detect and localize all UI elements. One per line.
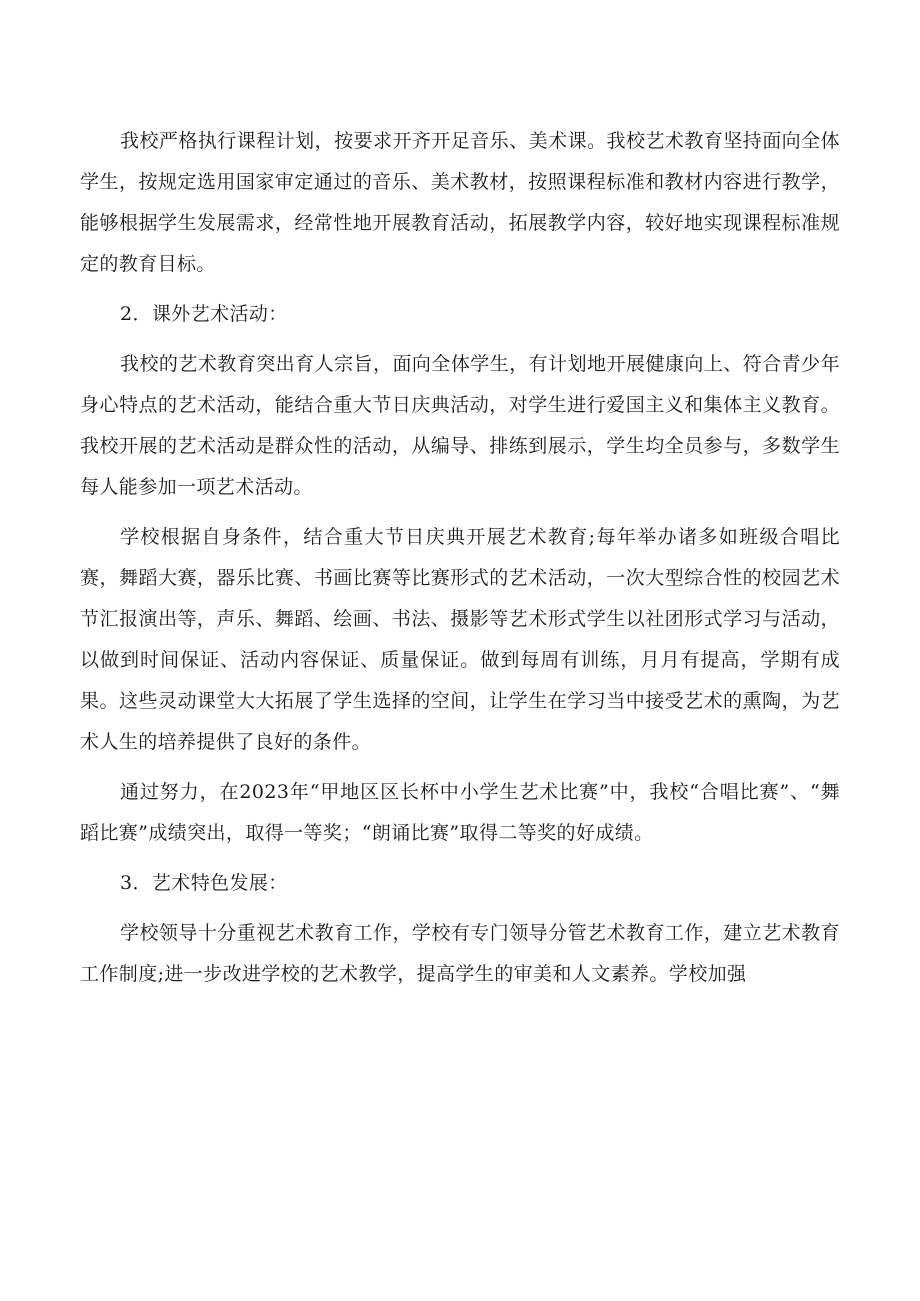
paragraph-gap (80, 904, 840, 913)
section-heading-extracurricular: 2．课外艺术活动： (120, 303, 288, 325)
section-heading-art-features: 3．艺术特色发展： (120, 872, 288, 894)
paragraph-extracurricular: 我校的艺术教育突出育人宗旨，面向全体学生，有计划地开展健康向上、符合青少年身心特点的艺术活动，能结合重大节日庆典活动，对学生进行爱国主义和集体主义教育。我校开展的艺术活动是群众性的活动，从编导、排练到展示，学生均全员参与，多数学生每人能参加一项艺术活动。 (80, 353, 840, 498)
paragraph-activities: 学校根据自身条件，结合重大节日庆典开展艺术教育;每年举办诸多如班级合唱比赛，舞蹈大赛，器乐比赛、书画比赛等比赛形式的艺术活动，一次大型综合性的校园艺术节汇报演出等，声乐、舞蹈、绘画、书法、摄影等艺术形式学生以社团形式学习与活动，以做到时间保证、活动内容保证、质量保证。做到每周有训练，月月有提高，学期有成果。这些灵动课堂大大拓展了学生选择的空间，让学生在学习当中接受艺术的熏陶，为艺术人生的培养提供了良好的条件。 (80, 526, 840, 753)
paragraph-gap (80, 763, 840, 772)
paragraph-gap (80, 854, 840, 863)
document-body (80, 121, 840, 995)
paragraph-gap (80, 285, 840, 294)
paragraph-curriculum: 我校严格执行课程计划，按要求开齐开足音乐、美术课。我校艺术教育坚持面向全体学生，按规定选用国家审定通过的音乐、美术教材，按照课程标准和教材内容进行教学，能够根据学生发展需求，经常性地开展教育活动，拓展教学内容，较好地实现课程标准规定的教育目标。 (80, 130, 840, 275)
paragraph-awards: 通过努力，在2023年“甲地区区长杯中小学生艺术比赛”中，我校“合唱比赛”、“舞蹈比赛”成绩突出，取得一等奖；“朗诵比赛”取得二等奖的好成绩。 (80, 781, 840, 844)
paragraph-gap (80, 335, 840, 344)
paragraph-gap (80, 508, 840, 517)
paragraph-leadership: 学校领导十分重视艺术教育工作，学校有专门领导分管艺术教育工作，建立艺术教育工作制度;进一步改进学校的艺术教学，提高学生的审美和人文素养。学校加强 (80, 922, 840, 985)
